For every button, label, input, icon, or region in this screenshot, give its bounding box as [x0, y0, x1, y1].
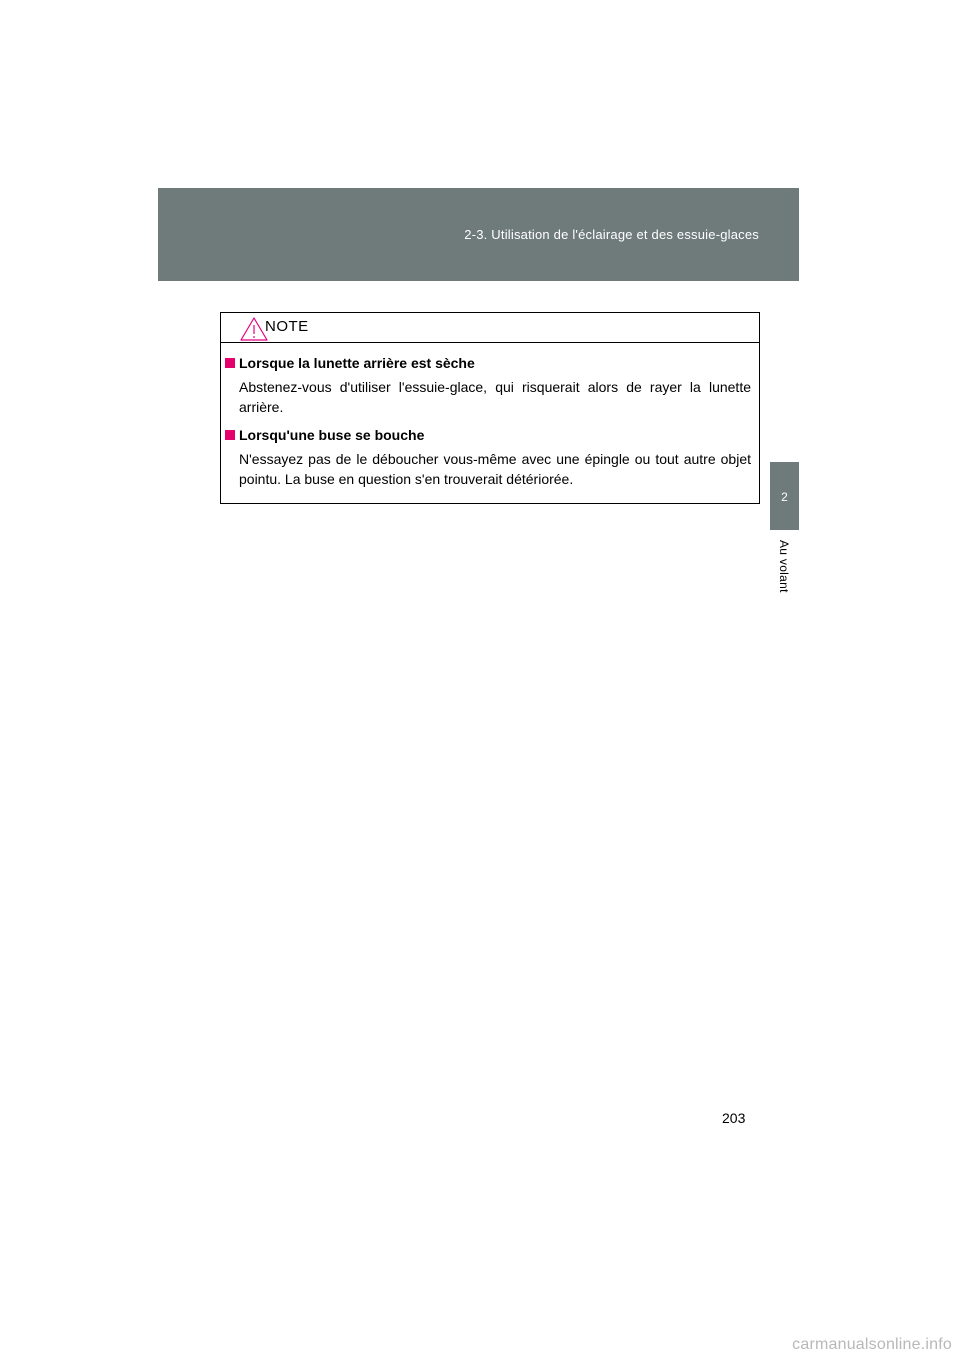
- note-box: [220, 312, 760, 504]
- note-heading: [225, 425, 751, 445]
- section-title: 2-3. Utilisation de l'éclairage et des essuie-glaces: [464, 227, 759, 242]
- note-paragraph: N'essayez pas de le déboucher vous-même avec une épingle ou tout autre objet pointu. La buse en question s'en trouverait détériorée.: [239, 451, 751, 487]
- bullet-square-icon: [225, 430, 235, 440]
- section-header-band: [158, 188, 799, 281]
- note-paragraph: Abstenez-vous d'utiliser l'essuie-glace, qui risquerait alors de rayer la lunette arrière.: [239, 379, 751, 415]
- bullet-square-icon: [225, 358, 235, 368]
- note-heading-text: Lorsque la lunette arrière est sèche: [239, 355, 475, 371]
- note-body: [221, 343, 759, 489]
- note-section: [225, 353, 751, 417]
- note-title: NOTE: [265, 318, 309, 335]
- watermark-link[interactable]: carmanualsonline.info: [792, 1336, 952, 1353]
- note-heading-text: Lorsqu'une buse se bouche: [239, 427, 425, 443]
- note-header: [221, 313, 759, 343]
- note-section: [225, 425, 751, 489]
- page-number: 203: [722, 1110, 746, 1126]
- chapter-tab: [770, 462, 799, 530]
- chapter-label: Au volant: [777, 540, 791, 593]
- chapter-number: 2: [781, 490, 788, 504]
- note-heading: [225, 353, 751, 373]
